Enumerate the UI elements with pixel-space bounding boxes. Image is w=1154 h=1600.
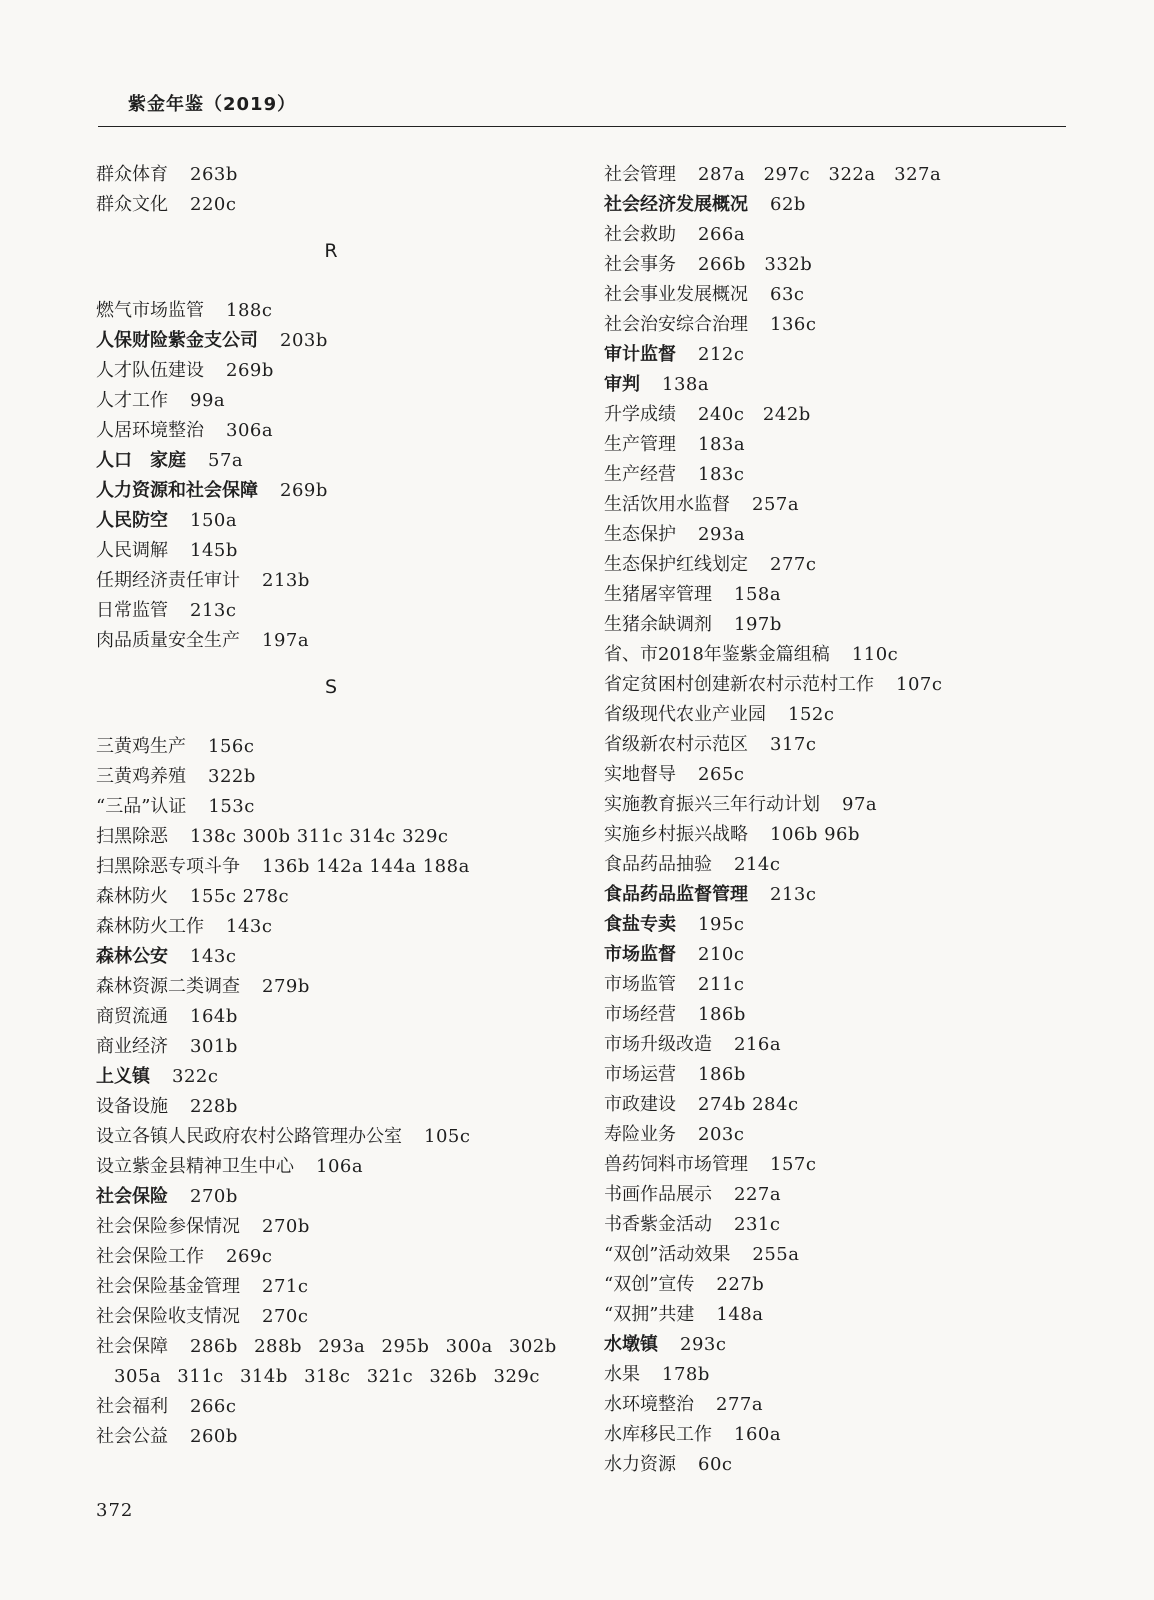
index-term: 省级新农村示范区 bbox=[604, 734, 748, 755]
index-pages: 62b bbox=[770, 194, 806, 215]
index-entry bbox=[96, 190, 566, 220]
index-term: 社会救助 bbox=[604, 224, 676, 245]
index-pages: 317c bbox=[770, 734, 817, 755]
index-entry bbox=[96, 1422, 566, 1452]
index-entry bbox=[604, 1210, 1074, 1240]
index-entry bbox=[604, 1150, 1074, 1180]
index-entry bbox=[604, 1300, 1074, 1330]
index-entry bbox=[604, 1000, 1074, 1030]
index-pages: 106a bbox=[316, 1156, 364, 1177]
index-entry bbox=[604, 940, 1074, 970]
index-entry bbox=[96, 1242, 566, 1272]
index-entry bbox=[604, 1330, 1074, 1360]
index-term: 社会公益 bbox=[96, 1426, 168, 1447]
index-entry bbox=[96, 942, 566, 972]
index-entry bbox=[96, 296, 566, 326]
index-pages: 155c 278c bbox=[190, 886, 290, 907]
index-term: 燃气市场监管 bbox=[96, 300, 204, 321]
index-pages: 105c bbox=[424, 1126, 471, 1147]
index-entry bbox=[604, 1060, 1074, 1090]
index-term: 社会事业发展概况 bbox=[604, 284, 748, 305]
index-term: 生猪屠宰管理 bbox=[604, 584, 712, 605]
index-term: 人民调解 bbox=[96, 540, 168, 561]
index-pages: 216a bbox=[734, 1034, 782, 1055]
index-term: 市场升级改造 bbox=[604, 1034, 712, 1055]
index-term: 群众文化 bbox=[96, 194, 168, 215]
index-term: 社会保险基金管理 bbox=[96, 1276, 240, 1297]
index-entry bbox=[96, 1182, 566, 1212]
index-entry bbox=[96, 1122, 566, 1152]
index-entry bbox=[96, 626, 566, 656]
index-entry bbox=[96, 160, 566, 190]
index-term: 生猪余缺调剂 bbox=[604, 614, 712, 635]
index-term: 社会福利 bbox=[96, 1396, 168, 1417]
index-term: 商贸流通 bbox=[96, 1006, 168, 1027]
index-pages: 322c bbox=[172, 1066, 219, 1087]
index-entry bbox=[96, 596, 566, 626]
index-entry bbox=[604, 760, 1074, 790]
index-term: 日常监管 bbox=[96, 600, 168, 621]
index-pages: 322b bbox=[208, 766, 256, 787]
index-term: 生产管理 bbox=[604, 434, 676, 455]
index-pages: 271c bbox=[262, 1276, 309, 1297]
index-entry bbox=[96, 1002, 566, 1032]
index-term: 生态保护 bbox=[604, 524, 676, 545]
index-pages: 227a bbox=[734, 1184, 782, 1205]
index-term: 森林防火 bbox=[96, 886, 168, 907]
index-pages: 143c bbox=[190, 946, 237, 967]
section-s-entries bbox=[96, 732, 566, 1332]
index-entry bbox=[604, 430, 1074, 460]
index-term: 人民防空 bbox=[96, 510, 168, 531]
index-pages-continued: 305a 311c 314b 318c 321c 326b 329c bbox=[114, 1366, 540, 1387]
index-pages: 269c bbox=[226, 1246, 273, 1267]
index-pages: 178b bbox=[662, 1364, 710, 1385]
index-entry bbox=[96, 386, 566, 416]
index-entry bbox=[604, 190, 1074, 220]
index-entry bbox=[604, 520, 1074, 550]
section-letter-r: R bbox=[324, 240, 338, 262]
header-rule bbox=[98, 126, 1066, 127]
index-term: 社会管理 bbox=[604, 164, 676, 185]
index-pages: 106b 96b bbox=[770, 824, 861, 845]
index-entry bbox=[604, 790, 1074, 820]
index-term: 市场监督 bbox=[604, 944, 676, 965]
index-term: 三黄鸡养殖 bbox=[96, 766, 186, 787]
index-pages: 228b bbox=[190, 1096, 238, 1117]
index-pages: 164b bbox=[190, 1006, 238, 1027]
index-pages: 138a bbox=[662, 374, 710, 395]
index-term: 扫黑除恶专项斗争 bbox=[96, 856, 240, 877]
index-pages: 286b 288b 293a 295b 300a 302b bbox=[190, 1336, 557, 1357]
index-term: 书香紫金活动 bbox=[604, 1214, 712, 1235]
index-entry bbox=[604, 220, 1074, 250]
index-term: 省定贫困村创建新农村示范村工作 bbox=[604, 674, 874, 695]
index-pages: 287a 297c 322a 327a bbox=[698, 164, 942, 185]
index-pages: 255a bbox=[752, 1244, 800, 1265]
index-pages: 240c 242b bbox=[698, 404, 811, 425]
index-entry bbox=[96, 1152, 566, 1182]
index-term: 生活饮用水监督 bbox=[604, 494, 730, 515]
index-pages: 197a bbox=[262, 630, 310, 651]
page-number: 372 bbox=[96, 1500, 134, 1521]
index-term: 上义镇 bbox=[96, 1066, 150, 1087]
index-term: 市场运营 bbox=[604, 1064, 676, 1085]
index-entry bbox=[96, 446, 566, 476]
index-term: 市场监管 bbox=[604, 974, 676, 995]
index-pages: 269b bbox=[226, 360, 274, 381]
index-pages: 99a bbox=[190, 390, 226, 411]
index-entry bbox=[96, 912, 566, 942]
index-entry bbox=[604, 1180, 1074, 1210]
index-pages: 213c bbox=[770, 884, 817, 905]
index-term: 任期经济责任审计 bbox=[96, 570, 240, 591]
index-term: 人保财险紫金支公司 bbox=[96, 330, 258, 351]
index-entry bbox=[96, 536, 566, 566]
index-pages: 138c 300b 311c 314c 329c bbox=[190, 826, 449, 847]
index-term: 水环境整治 bbox=[604, 1394, 694, 1415]
index-pages: 277c bbox=[770, 554, 817, 575]
index-pages: 150a bbox=[190, 510, 238, 531]
index-pages: 156c bbox=[208, 736, 255, 757]
index-term: 审计监督 bbox=[604, 344, 676, 365]
index-entry bbox=[604, 1420, 1074, 1450]
index-term: 扫黑除恶 bbox=[96, 826, 168, 847]
index-pages: 145b bbox=[190, 540, 238, 561]
index-term: 食品药品监督管理 bbox=[604, 884, 748, 905]
index-entry bbox=[604, 280, 1074, 310]
index-pages: 186b bbox=[698, 1004, 746, 1025]
index-entry bbox=[96, 476, 566, 506]
index-entry bbox=[604, 490, 1074, 520]
index-entry bbox=[96, 1062, 566, 1092]
index-pages: 231c bbox=[734, 1214, 781, 1235]
index-entry bbox=[96, 972, 566, 1002]
index-pages: 213b bbox=[262, 570, 310, 591]
index-pages: 260b bbox=[190, 1426, 238, 1447]
index-entry bbox=[96, 356, 566, 386]
index-entry bbox=[96, 822, 566, 852]
index-pages: 158a bbox=[734, 584, 782, 605]
index-entry bbox=[604, 370, 1074, 400]
index-entry bbox=[604, 700, 1074, 730]
index-pages: 197b bbox=[734, 614, 782, 635]
index-pages: 274b 284c bbox=[698, 1094, 799, 1115]
index-entry bbox=[96, 762, 566, 792]
index-entry bbox=[96, 416, 566, 446]
index-entry bbox=[96, 882, 566, 912]
index-term: 设立各镇人民政府农村公路管理办公室 bbox=[96, 1126, 402, 1147]
index-term: 生态保护红线划定 bbox=[604, 554, 748, 575]
index-pages: 153c bbox=[208, 796, 255, 817]
index-pages: 213c bbox=[190, 600, 237, 621]
index-pages: 279b bbox=[262, 976, 310, 997]
index-term: 兽药饲料市场管理 bbox=[604, 1154, 748, 1175]
index-entry bbox=[604, 340, 1074, 370]
index-term: 社会保险参保情况 bbox=[96, 1216, 240, 1237]
index-term: 商业经济 bbox=[96, 1036, 168, 1057]
index-term: 设备设施 bbox=[96, 1096, 168, 1117]
index-entry bbox=[604, 850, 1074, 880]
index-entry bbox=[604, 970, 1074, 1000]
index-pages: 136c bbox=[770, 314, 817, 335]
index-entry bbox=[604, 1240, 1074, 1270]
index-pages: 188c bbox=[226, 300, 273, 321]
index-entry bbox=[96, 1212, 566, 1242]
index-pages: 107c bbox=[896, 674, 943, 695]
index-entry bbox=[604, 820, 1074, 850]
index-pages: 257a bbox=[752, 494, 800, 515]
index-term: 寿险业务 bbox=[604, 1124, 676, 1145]
index-pages: 148a bbox=[716, 1304, 764, 1325]
index-pages: 97a bbox=[842, 794, 878, 815]
index-entry bbox=[96, 852, 566, 882]
index-term: 审判 bbox=[604, 374, 640, 395]
index-entry bbox=[96, 1272, 566, 1302]
index-pages: 212c bbox=[698, 344, 745, 365]
index-pages: 210c bbox=[698, 944, 745, 965]
index-entry bbox=[604, 1390, 1074, 1420]
index-entry bbox=[604, 160, 1074, 190]
index-pages: 63c bbox=[770, 284, 805, 305]
index-pages: 157c bbox=[770, 1154, 817, 1175]
index-entry bbox=[604, 400, 1074, 430]
index-term: 群众体育 bbox=[96, 164, 168, 185]
index-term: 省、市2018年鉴紫金篇组稿 bbox=[604, 644, 830, 665]
index-term: 水果 bbox=[604, 1364, 640, 1385]
index-term: 人才队伍建设 bbox=[96, 360, 204, 381]
index-term: 省级现代农业产业园 bbox=[604, 704, 766, 725]
index-entry bbox=[96, 326, 566, 356]
index-entry bbox=[604, 250, 1074, 280]
index-entry bbox=[604, 550, 1074, 580]
section-r-entries bbox=[96, 296, 566, 656]
index-term: 食品药品抽验 bbox=[604, 854, 712, 875]
index-pages: 211c bbox=[698, 974, 745, 995]
index-pages: 277a bbox=[716, 1394, 764, 1415]
index-entry bbox=[604, 460, 1074, 490]
index-pages: 214c bbox=[734, 854, 781, 875]
index-term: “双创”活动效果 bbox=[604, 1244, 731, 1265]
index-term: “双拥”共建 bbox=[604, 1304, 695, 1325]
index-pages: 152c bbox=[788, 704, 835, 725]
index-entry bbox=[96, 732, 566, 762]
index-term: 森林防火工作 bbox=[96, 916, 204, 937]
index-column-right bbox=[604, 160, 1074, 1480]
index-entry bbox=[604, 1030, 1074, 1060]
index-term: 人居环境整治 bbox=[96, 420, 204, 441]
index-pages: 263b bbox=[190, 164, 238, 185]
index-pages: 203b bbox=[280, 330, 328, 351]
index-term: “三品”认证 bbox=[96, 796, 187, 817]
index-term: 人才工作 bbox=[96, 390, 168, 411]
index-term: 设立紫金县精神卫生中心 bbox=[96, 1156, 294, 1177]
index-term: 水力资源 bbox=[604, 1454, 676, 1475]
index-term: 水库移民工作 bbox=[604, 1424, 712, 1445]
index-term: 人口 家庭 bbox=[96, 450, 186, 471]
section-s-entries-continued bbox=[96, 1392, 566, 1452]
index-pages: 227b bbox=[716, 1274, 765, 1295]
index-term: 升学成绩 bbox=[604, 404, 676, 425]
left-top-entries bbox=[96, 160, 566, 220]
running-header-title: 紫金年鉴（2019） bbox=[128, 94, 297, 115]
index-pages: 186b bbox=[698, 1064, 746, 1085]
index-term: 社会保险工作 bbox=[96, 1246, 204, 1267]
index-pages: 60c bbox=[698, 1454, 733, 1475]
index-pages: 183c bbox=[698, 464, 745, 485]
index-entry bbox=[604, 730, 1074, 760]
index-pages: 110c bbox=[851, 644, 899, 665]
index-entry bbox=[604, 1360, 1074, 1390]
index-term: 实地督导 bbox=[604, 764, 676, 785]
right-entries bbox=[604, 160, 1074, 1480]
index-term: 水墩镇 bbox=[604, 1334, 658, 1355]
index-pages: 266a bbox=[698, 224, 746, 245]
index-term: 市政建设 bbox=[604, 1094, 676, 1115]
index-entry bbox=[604, 610, 1074, 640]
index-entry bbox=[604, 310, 1074, 340]
index-entry bbox=[604, 1270, 1074, 1300]
index-entry-wrapped bbox=[96, 1332, 566, 1392]
index-pages: 270c bbox=[262, 1306, 309, 1327]
index-pages: 143c bbox=[226, 916, 273, 937]
index-pages: 266c bbox=[190, 1396, 237, 1417]
index-entry bbox=[96, 1092, 566, 1122]
index-entry bbox=[604, 580, 1074, 610]
index-entry bbox=[96, 1302, 566, 1332]
index-pages: 203c bbox=[698, 1124, 745, 1145]
index-pages: 160a bbox=[734, 1424, 782, 1445]
index-pages: 265c bbox=[698, 764, 745, 785]
index-entry bbox=[96, 1392, 566, 1422]
index-entry bbox=[604, 670, 1074, 700]
index-pages: 57a bbox=[208, 450, 244, 471]
index-term: 社会保险收支情况 bbox=[96, 1306, 240, 1327]
index-entry bbox=[96, 1032, 566, 1062]
index-pages: 269b bbox=[280, 480, 328, 501]
index-pages: 293c bbox=[680, 1334, 727, 1355]
index-entry bbox=[96, 792, 566, 822]
index-term: 实施乡村振兴战略 bbox=[604, 824, 748, 845]
index-term: 森林资源二类调查 bbox=[96, 976, 240, 997]
index-term: 肉品质量安全生产 bbox=[96, 630, 240, 651]
index-entry bbox=[604, 640, 1074, 670]
index-pages: 195c bbox=[698, 914, 745, 935]
index-term: 三黄鸡生产 bbox=[96, 736, 186, 757]
index-term: 社会治安综合治理 bbox=[604, 314, 748, 335]
index-entry bbox=[604, 880, 1074, 910]
index-pages: 270b bbox=[190, 1186, 238, 1207]
index-entry bbox=[604, 1450, 1074, 1480]
index-term: 人力资源和社会保障 bbox=[96, 480, 258, 501]
index-term: 社会保险 bbox=[96, 1186, 168, 1207]
index-pages: 270b bbox=[262, 1216, 310, 1237]
index-term: 森林公安 bbox=[96, 946, 168, 967]
index-term: 社会保障 bbox=[96, 1336, 168, 1357]
index-entry bbox=[96, 506, 566, 536]
index-entry bbox=[604, 910, 1074, 940]
index-term: 实施教育振兴三年行动计划 bbox=[604, 794, 820, 815]
index-entry bbox=[96, 566, 566, 596]
index-term: “双创”宣传 bbox=[604, 1274, 695, 1295]
index-entry bbox=[604, 1090, 1074, 1120]
index-pages: 266b 332b bbox=[698, 254, 813, 275]
index-term: 书画作品展示 bbox=[604, 1184, 712, 1205]
index-term: 社会事务 bbox=[604, 254, 676, 275]
index-term: 市场经营 bbox=[604, 1004, 676, 1025]
index-pages: 293a bbox=[698, 524, 746, 545]
index-pages: 220c bbox=[190, 194, 237, 215]
index-pages: 301b bbox=[190, 1036, 238, 1057]
section-letter-s: S bbox=[324, 676, 338, 698]
index-column-left bbox=[96, 160, 566, 1452]
index-pages: 306a bbox=[226, 420, 274, 441]
index-pages: 183a bbox=[698, 434, 746, 455]
index-term: 生产经营 bbox=[604, 464, 676, 485]
index-term: 社会经济发展概况 bbox=[604, 194, 748, 215]
index-pages: 136b 142a 144a 188a bbox=[262, 856, 470, 877]
index-term: 食盐专卖 bbox=[604, 914, 676, 935]
index-entry bbox=[604, 1120, 1074, 1150]
